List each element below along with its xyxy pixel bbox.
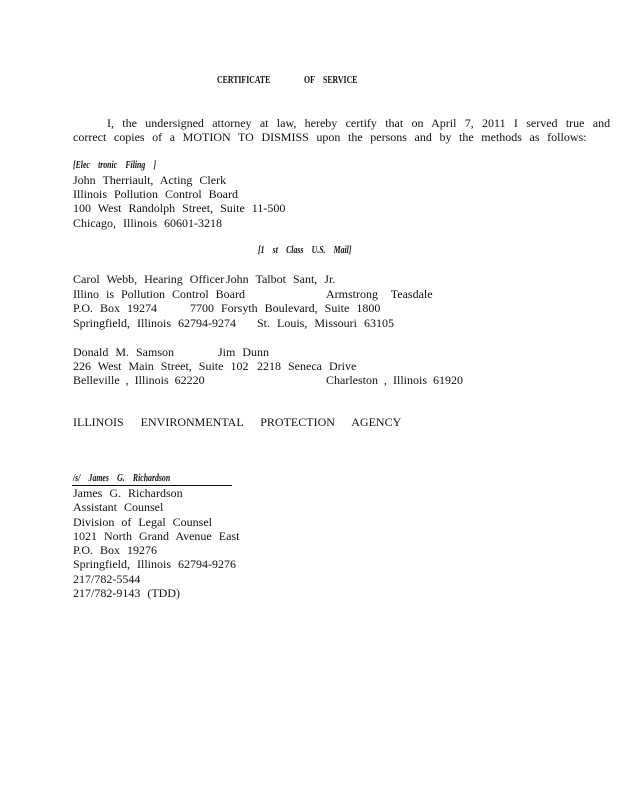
- recipient-dunn-street: 2218 Seneca Drive: [257, 359, 357, 373]
- mail-heading: [1 st Class U.S. Mail]: [258, 245, 352, 256]
- signer-title: Assistant Counsel: [73, 500, 164, 514]
- recipient-webb-box: P.O. Box 19274: [73, 301, 158, 315]
- recipient-sant-name: John Talbot Sant, Jr.: [226, 272, 336, 286]
- recipient-webb-org: Illino is Pollution Control Board: [73, 287, 246, 301]
- recipient-sant-city: St. Louis, Missouri 63105: [257, 316, 395, 330]
- recipient-dunn-name: Jim Dunn: [218, 345, 270, 359]
- title-of: OF: [304, 75, 315, 86]
- clerk-org: Illinois Pollution Control Board: [73, 187, 239, 201]
- title-service: SERVICE: [323, 75, 358, 86]
- intro-line-1: I, the undersigned attorney at law, hereby certify that on April 7, 2011 I served true and: [107, 116, 611, 130]
- recipient-sant-firm: Armstrong Teasdale: [326, 287, 433, 301]
- electronic-filing-heading: [Elec tronic Filing ]: [73, 160, 157, 171]
- recipient-dunn-city: Charleston , Illinois 61920: [326, 373, 463, 387]
- signer-street: 1021 North Grand Avenue East: [73, 529, 240, 543]
- signer-phone: 217/782-5544: [73, 572, 141, 586]
- signer-division: Division of Legal Counsel: [73, 515, 212, 529]
- title-certificate: CERTIFICATE: [217, 75, 271, 86]
- recipient-samson-name: Donald M. Samson: [73, 345, 174, 359]
- signer-city: Springfield, Illinois 62794-9276: [73, 557, 236, 571]
- recipient-sant-street: 7700 Forsyth Boulevard, Suite 1800: [190, 301, 381, 315]
- clerk-city: Chicago, Illinois 60601-3218: [73, 216, 222, 230]
- clerk-street: 100 West Randolph Street, Suite 11-500: [73, 201, 286, 215]
- agency-name: ILLINOIS ENVIRONMENTAL PROTECTION AGENCY: [73, 415, 402, 429]
- clerk-name: John Therriault, Acting Clerk: [73, 173, 227, 187]
- signer-tdd: 217/782-9143 (TDD): [73, 586, 180, 600]
- intro-line-2: correct copies of a MOTION TO DISMISS upon the persons and by the methods as follows:: [73, 130, 587, 144]
- electronic-signature: /s/ James G. Richardson: [73, 473, 171, 484]
- recipient-samson-street: 226 West Main Street, Suite 102: [73, 359, 249, 373]
- recipient-webb-name: Carol Webb, Hearing Officer: [73, 272, 225, 286]
- signer-box: P.O. Box 19276: [73, 543, 158, 557]
- recipient-webb-city: Springfield, Illinois 62794-9274: [73, 316, 236, 330]
- recipient-samson-city: Belleville , Illinois 62220: [73, 373, 205, 387]
- signer-name: James G. Richardson: [73, 486, 183, 500]
